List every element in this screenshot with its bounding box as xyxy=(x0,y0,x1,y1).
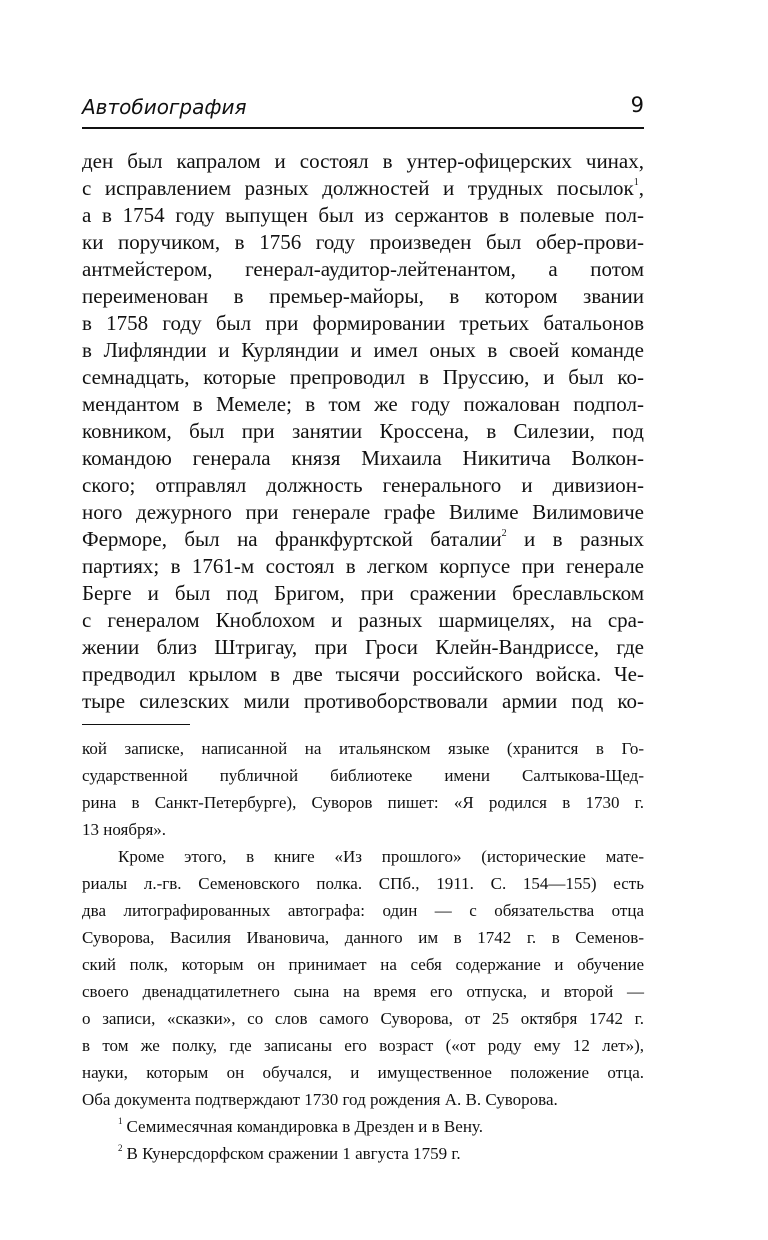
text-line: мендантом в Мемеле; в том же году пожалован подпол- xyxy=(82,392,644,416)
note-line: Оба документа подтверждают 1730 год рождения А. В. Суворова. xyxy=(82,1090,558,1109)
page-number: 9 xyxy=(630,93,644,117)
footnote-divider xyxy=(82,724,190,725)
note-line: Суворова, Василия Ивановича, данного им в 1742 г. в Семенов- xyxy=(82,928,644,947)
text-line: а в 1754 году выпущен был из сержантов в полевые пол- xyxy=(82,203,644,227)
text-line: партиях; в 1761-м состоял в легком корпусе при генерале xyxy=(82,554,644,578)
text-line: переименован в премьер-майоры, в котором звании xyxy=(82,284,644,308)
footnotes xyxy=(82,737,644,1169)
note-line: в том же полку, где записаны его возраст («от роду ему 12 лет»), xyxy=(82,1036,644,1055)
text-line: в 1758 году был при формировании третьих батальонов xyxy=(82,311,644,335)
text-line: предводил крылом в две тысячи российского войска. Че- xyxy=(82,662,644,686)
footnote-2-text: В Кунерсдорфском сражении 1 августа 1759 г. xyxy=(126,1144,461,1163)
text-line xyxy=(82,526,644,553)
note-line: два литографированных автографа: один — с обязательства отца xyxy=(82,901,644,920)
main-text xyxy=(82,148,644,715)
note-line: риалы л.-гв. Семеновского полка. СПб., 1911. С. 154—155) есть xyxy=(82,874,644,893)
text-line: Берге и был под Бригом, при сражении бреславльском xyxy=(82,581,644,605)
note-line: ский полк, которым он принимает на себя содержание и обучение xyxy=(82,955,644,974)
text-line-content: Ферморе, был на франкфуртской баталии xyxy=(82,527,502,551)
text-line: семнадцать, которые препроводил в Пруссию, и был ко- xyxy=(82,365,644,389)
footnote-1-mark: 1 xyxy=(118,1116,123,1126)
text-line: в Лифляндии и Курляндии и имел оных в своей команде xyxy=(82,338,644,362)
footnote-2 xyxy=(82,1142,644,1169)
note-line: 13 ноября». xyxy=(82,820,167,839)
text-line-tail: и в разных xyxy=(506,527,644,551)
running-head-title: Автобиография xyxy=(82,95,247,119)
note-line: науки, которым он обучался, и имущественное положение отца. xyxy=(82,1063,644,1082)
footnote-2-mark: 2 xyxy=(118,1143,123,1153)
note-line: рина в Санкт-Петербурге), Суворов пишет: «Я родился в 1730 г. xyxy=(82,793,644,812)
text-line: ден был капралом и состоял в унтер-офицерских чинах, xyxy=(82,149,644,173)
text-line: жении близ Штригау, при Гроси Клейн-Вандриссе, где xyxy=(82,635,644,659)
text-line: тыре силезских мили противоборствовали армии под ко- xyxy=(82,689,644,713)
text-line: ского; отправлял должность генерального и дивизион- xyxy=(82,473,644,497)
text-line: антмейстером, генерал-аудитор-лейтенантом, а потом xyxy=(82,257,644,281)
footnote-ref-2: 2 xyxy=(501,528,507,539)
note-line: сударственной публичной библиотеке имени Салтыкова-Щед- xyxy=(82,766,644,785)
footnote-1-text: Семимесячная командировка в Дрезден и в Вену. xyxy=(126,1117,483,1136)
note-line: Кроме этого, в книге «Из прошлого» (исторические мате- xyxy=(118,847,644,866)
text-line: ного дежурного при генерале графе Вилиме Вилимовиче xyxy=(82,500,644,524)
text-line: ковником, был при занятии Кроссена, в Силезии, под xyxy=(82,419,644,443)
footnote-ref-1: 1 xyxy=(633,177,639,188)
running-head xyxy=(82,93,644,129)
text-line-content: с исправлением разных должностей и трудных посылок xyxy=(82,176,634,200)
note-line: своего двенадцатилетнего сына на время его отпуска, и второй — xyxy=(82,982,644,1001)
text-line: командою генерала князя Михаила Никитича Волкон- xyxy=(82,446,644,470)
note-line: о записи, «сказки», со слов самого Суворова, от 25 октября 1742 г. xyxy=(82,1009,644,1028)
text-line: ки поручиком, в 1756 году произведен был обер-прови- xyxy=(82,230,644,254)
text-line: с исправлением разных должностей и трудных посылок$^1$, xyxy=(82,176,644,200)
note-line: кой записке, написанной на итальянском языке (хранится в Го- xyxy=(82,739,644,758)
footnote-1 xyxy=(82,1115,644,1142)
text-line: с генералом Кноблохом и разных шармицелях, на сра- xyxy=(82,608,644,632)
